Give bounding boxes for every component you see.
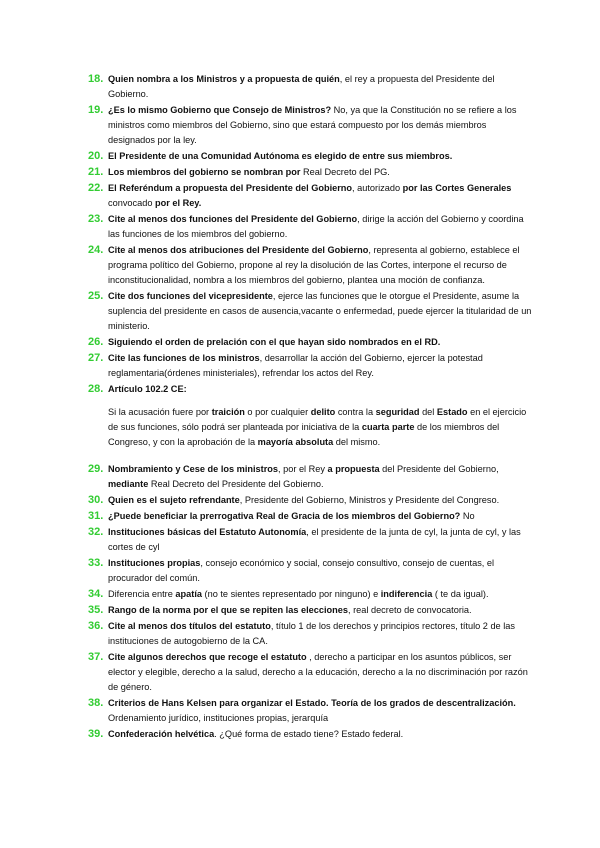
plain-text: en el ejercicio de sus funciones, sólo podrá ser planteada por iniciativa de la xyxy=(108,407,527,432)
question-number: 24. xyxy=(88,244,104,256)
question-number: 39. xyxy=(88,728,104,740)
plain-text: del xyxy=(419,407,437,417)
question-item xyxy=(88,556,534,586)
bold-text: apatía xyxy=(175,589,202,599)
question-number: 21. xyxy=(88,166,104,178)
bold-text: Estado xyxy=(436,407,468,417)
question-list xyxy=(88,72,534,743)
plain-text: de los miembros del Congreso, y con la aprobación de la xyxy=(108,422,500,447)
question-item xyxy=(88,351,534,381)
bold-text: cuarta parte xyxy=(361,422,415,432)
plain-text: , desarrollar la acción del Gobierno, ejercer la potestad reglamentaria(órdenes ministeriales), refrendar los actos del Rey. xyxy=(108,353,483,378)
question-text xyxy=(108,103,534,148)
question-item xyxy=(88,509,534,524)
question-item xyxy=(88,603,534,618)
question-number: 37. xyxy=(88,651,104,663)
question-number: 18. xyxy=(88,73,104,85)
question-item xyxy=(88,650,534,695)
plain-text: Si la acusación fuere por xyxy=(108,407,212,417)
question-text xyxy=(108,149,534,164)
bold-text: Cite dos funciones del vicepresidente xyxy=(108,291,273,301)
question-item xyxy=(88,289,534,334)
question-number: 38. xyxy=(88,697,104,709)
question-item xyxy=(88,243,534,288)
question-text xyxy=(108,181,534,211)
bold-text: traición xyxy=(211,407,245,417)
bold-text: Cite al menos dos funciones del Presidente del Gobierno xyxy=(108,214,358,224)
question-text xyxy=(108,462,534,492)
question-number: 31. xyxy=(88,510,104,522)
plain-text: , real decreto de convocatoria. xyxy=(347,605,472,615)
plain-text: , consejo económico y social, consejo consultivo, consejo de cuentas, el procurador del común. xyxy=(108,558,495,583)
question-text xyxy=(108,619,534,649)
question-text xyxy=(108,556,534,586)
bold-text: mayoría absoluta xyxy=(257,437,334,447)
question-text xyxy=(108,587,534,602)
bold-text: Nombramiento y Cese de los ministros xyxy=(108,464,279,474)
question-item xyxy=(88,382,534,397)
question-item xyxy=(88,149,534,164)
bold-text: El Presidente de una Comunidad Autónoma es elegido de entre sus miembros. xyxy=(108,151,453,161)
question-text xyxy=(108,212,534,242)
question-text xyxy=(108,165,534,180)
plain-text: contra la xyxy=(335,407,376,417)
question-item xyxy=(88,619,534,649)
plain-text: del Presidente del Gobierno, xyxy=(379,464,499,474)
question-text xyxy=(108,525,534,555)
question-text xyxy=(108,603,534,618)
question-number: 32. xyxy=(88,526,104,538)
question-number: 34. xyxy=(88,588,104,600)
plain-text: , autorizado xyxy=(352,183,403,193)
bold-text: por el Rey. xyxy=(155,198,202,208)
bold-text: Criterios de Hans Kelsen para organizar el Estado. Teoría de los grados de descentralización. xyxy=(108,698,516,708)
bold-text: El Referéndum a propuesta del Presidente del Gobierno xyxy=(108,183,353,193)
bold-text: Cite al menos dos atribuciones del Presidente del Gobierno xyxy=(108,245,369,255)
question-number: 36. xyxy=(88,620,104,632)
plain-text: , título 1 de los derechos y principios rectores, título 2 de las instituciones de autogobierno de la CA. xyxy=(108,621,515,646)
question-text xyxy=(108,243,534,288)
bold-text: a propuesta xyxy=(327,464,380,474)
plain-text: , derecho a participar en los asuntos públicos, ser elector y elegible, derecho a la salud, derecho a la educación, derecho a la no discriminación por razón de género. xyxy=(108,652,528,692)
question-number: 29. xyxy=(88,463,104,475)
question-text xyxy=(108,650,534,695)
bold-text: Cite las funciones de los ministros xyxy=(108,353,260,363)
question-item xyxy=(88,103,534,148)
question-text xyxy=(108,493,534,508)
bold-text: Quien es el sujeto refrendante xyxy=(108,495,240,505)
question-text xyxy=(108,509,534,524)
question-text xyxy=(108,727,534,742)
question-text xyxy=(108,72,534,102)
plain-text: o por cualquier xyxy=(244,407,311,417)
question-item xyxy=(88,493,534,508)
question-number: 26. xyxy=(88,336,104,348)
plain-text: ( te da igual). xyxy=(432,589,489,599)
question-text xyxy=(108,382,534,397)
question-number: 19. xyxy=(88,104,104,116)
plain-text: , dirige la acción del Gobierno y coordina las funciones de los miembros del gobierno. xyxy=(108,214,524,239)
bold-text: indiferencia xyxy=(380,589,433,599)
bold-text: delito xyxy=(310,407,336,417)
bold-text: ¿Es lo mismo Gobierno que Consejo de Ministros? xyxy=(108,105,332,115)
plain-text: Real Decreto del PG. xyxy=(300,167,390,177)
plain-text: , el presidente de la junta de cyl, la junta de cyl, y las cortes de cyl xyxy=(108,527,521,552)
question-item xyxy=(88,587,534,602)
bold-text: Cite al menos dos títulos del estatuto xyxy=(108,621,271,631)
plain-text: . ¿Qué forma de estado tiene? Estado federal. xyxy=(214,729,404,739)
bold-text: seguridad xyxy=(375,407,420,417)
question-text xyxy=(108,696,534,726)
question-number: 23. xyxy=(88,213,104,225)
question-item xyxy=(88,72,534,102)
bold-text: Quien nombra a los Ministros y a propuesta de quién xyxy=(108,74,340,84)
plain-text: , Presidente del Gobierno, Ministros y Presidente del Congreso. xyxy=(239,495,500,505)
bold-text: Instituciones propias xyxy=(108,558,201,568)
plain-text: Ordenamiento jurídico, instituciones propias, jerarquía xyxy=(108,713,329,723)
question-number: 25. xyxy=(88,290,104,302)
bold-text: Confederación helvética xyxy=(108,729,215,739)
question-text xyxy=(108,335,534,350)
article-quote xyxy=(108,405,534,450)
plain-text: , el rey a propuesta del Presidente del Gobierno. xyxy=(108,74,495,99)
question-number: 27. xyxy=(88,352,104,364)
question-number: 20. xyxy=(88,150,104,162)
bold-text: Siguiendo el orden de prelación con el que hayan sido nombrados en el RD. xyxy=(108,337,441,347)
plain-text: , por el Rey xyxy=(278,464,328,474)
question-number: 30. xyxy=(88,494,104,506)
plain-text: No xyxy=(460,511,475,521)
question-text xyxy=(108,289,534,334)
question-number: 33. xyxy=(88,557,104,569)
question-item xyxy=(88,165,534,180)
bold-text: ¿Puede beneficiar la prerrogativa Real de Gracia de los miembros del Gobierno? xyxy=(108,511,461,521)
plain-text: Real Decreto del Presidente del Gobierno. xyxy=(148,479,324,489)
question-text xyxy=(108,351,534,381)
question-item xyxy=(88,727,534,742)
bold-text: Instituciones básicas del Estatuto Autonomía xyxy=(108,527,307,537)
plain-text: No, ya que la Constitución no se refiere a los ministros como miembros del Gobierno, sino que estará compuesto por los demás miembros designados por la ley. xyxy=(108,105,517,145)
bold-text: Rango de la norma por el que se repiten las elecciones xyxy=(108,605,348,615)
question-list-part-2 xyxy=(88,462,534,742)
plain-text: del mismo. xyxy=(333,437,381,447)
plain-text: (no te sientes representado por ninguno) e xyxy=(201,589,381,599)
question-item xyxy=(88,212,534,242)
bold-text: Artículo 102.2 CE: xyxy=(108,384,187,394)
bold-text: Cite algunos derechos que recoge el estatuto xyxy=(108,652,307,662)
question-list-part-1 xyxy=(88,72,534,397)
question-item xyxy=(88,696,534,726)
bold-text: Los miembros del gobierno se nombran por xyxy=(108,167,301,177)
question-item xyxy=(88,462,534,492)
plain-text: Diferencia entre xyxy=(108,589,176,599)
question-number: 35. xyxy=(88,604,104,616)
plain-text: , ejerce las funciones que le otorgue el Presidente, asume la suplencia del presidente en casos de ausencia,vacante o enfermedad, puede ejercer la titularidad de un ministerio. xyxy=(108,291,532,331)
question-number: 22. xyxy=(88,182,104,194)
question-number: 28. xyxy=(88,383,104,395)
plain-text: convocado xyxy=(108,198,155,208)
question-item xyxy=(88,525,534,555)
plain-text: , representa al gobierno, establece el programa político del Gobierno, propone al rey la disolución de las Cortes, interpone el recurso de inconstitucionalidad, nombra a los miembros del gobierno, plantea una moción de confianza. xyxy=(108,245,520,285)
bold-text: mediante xyxy=(108,479,149,489)
question-item xyxy=(88,181,534,211)
bold-text: por las Cortes Generales xyxy=(402,183,512,193)
question-item xyxy=(88,335,534,350)
